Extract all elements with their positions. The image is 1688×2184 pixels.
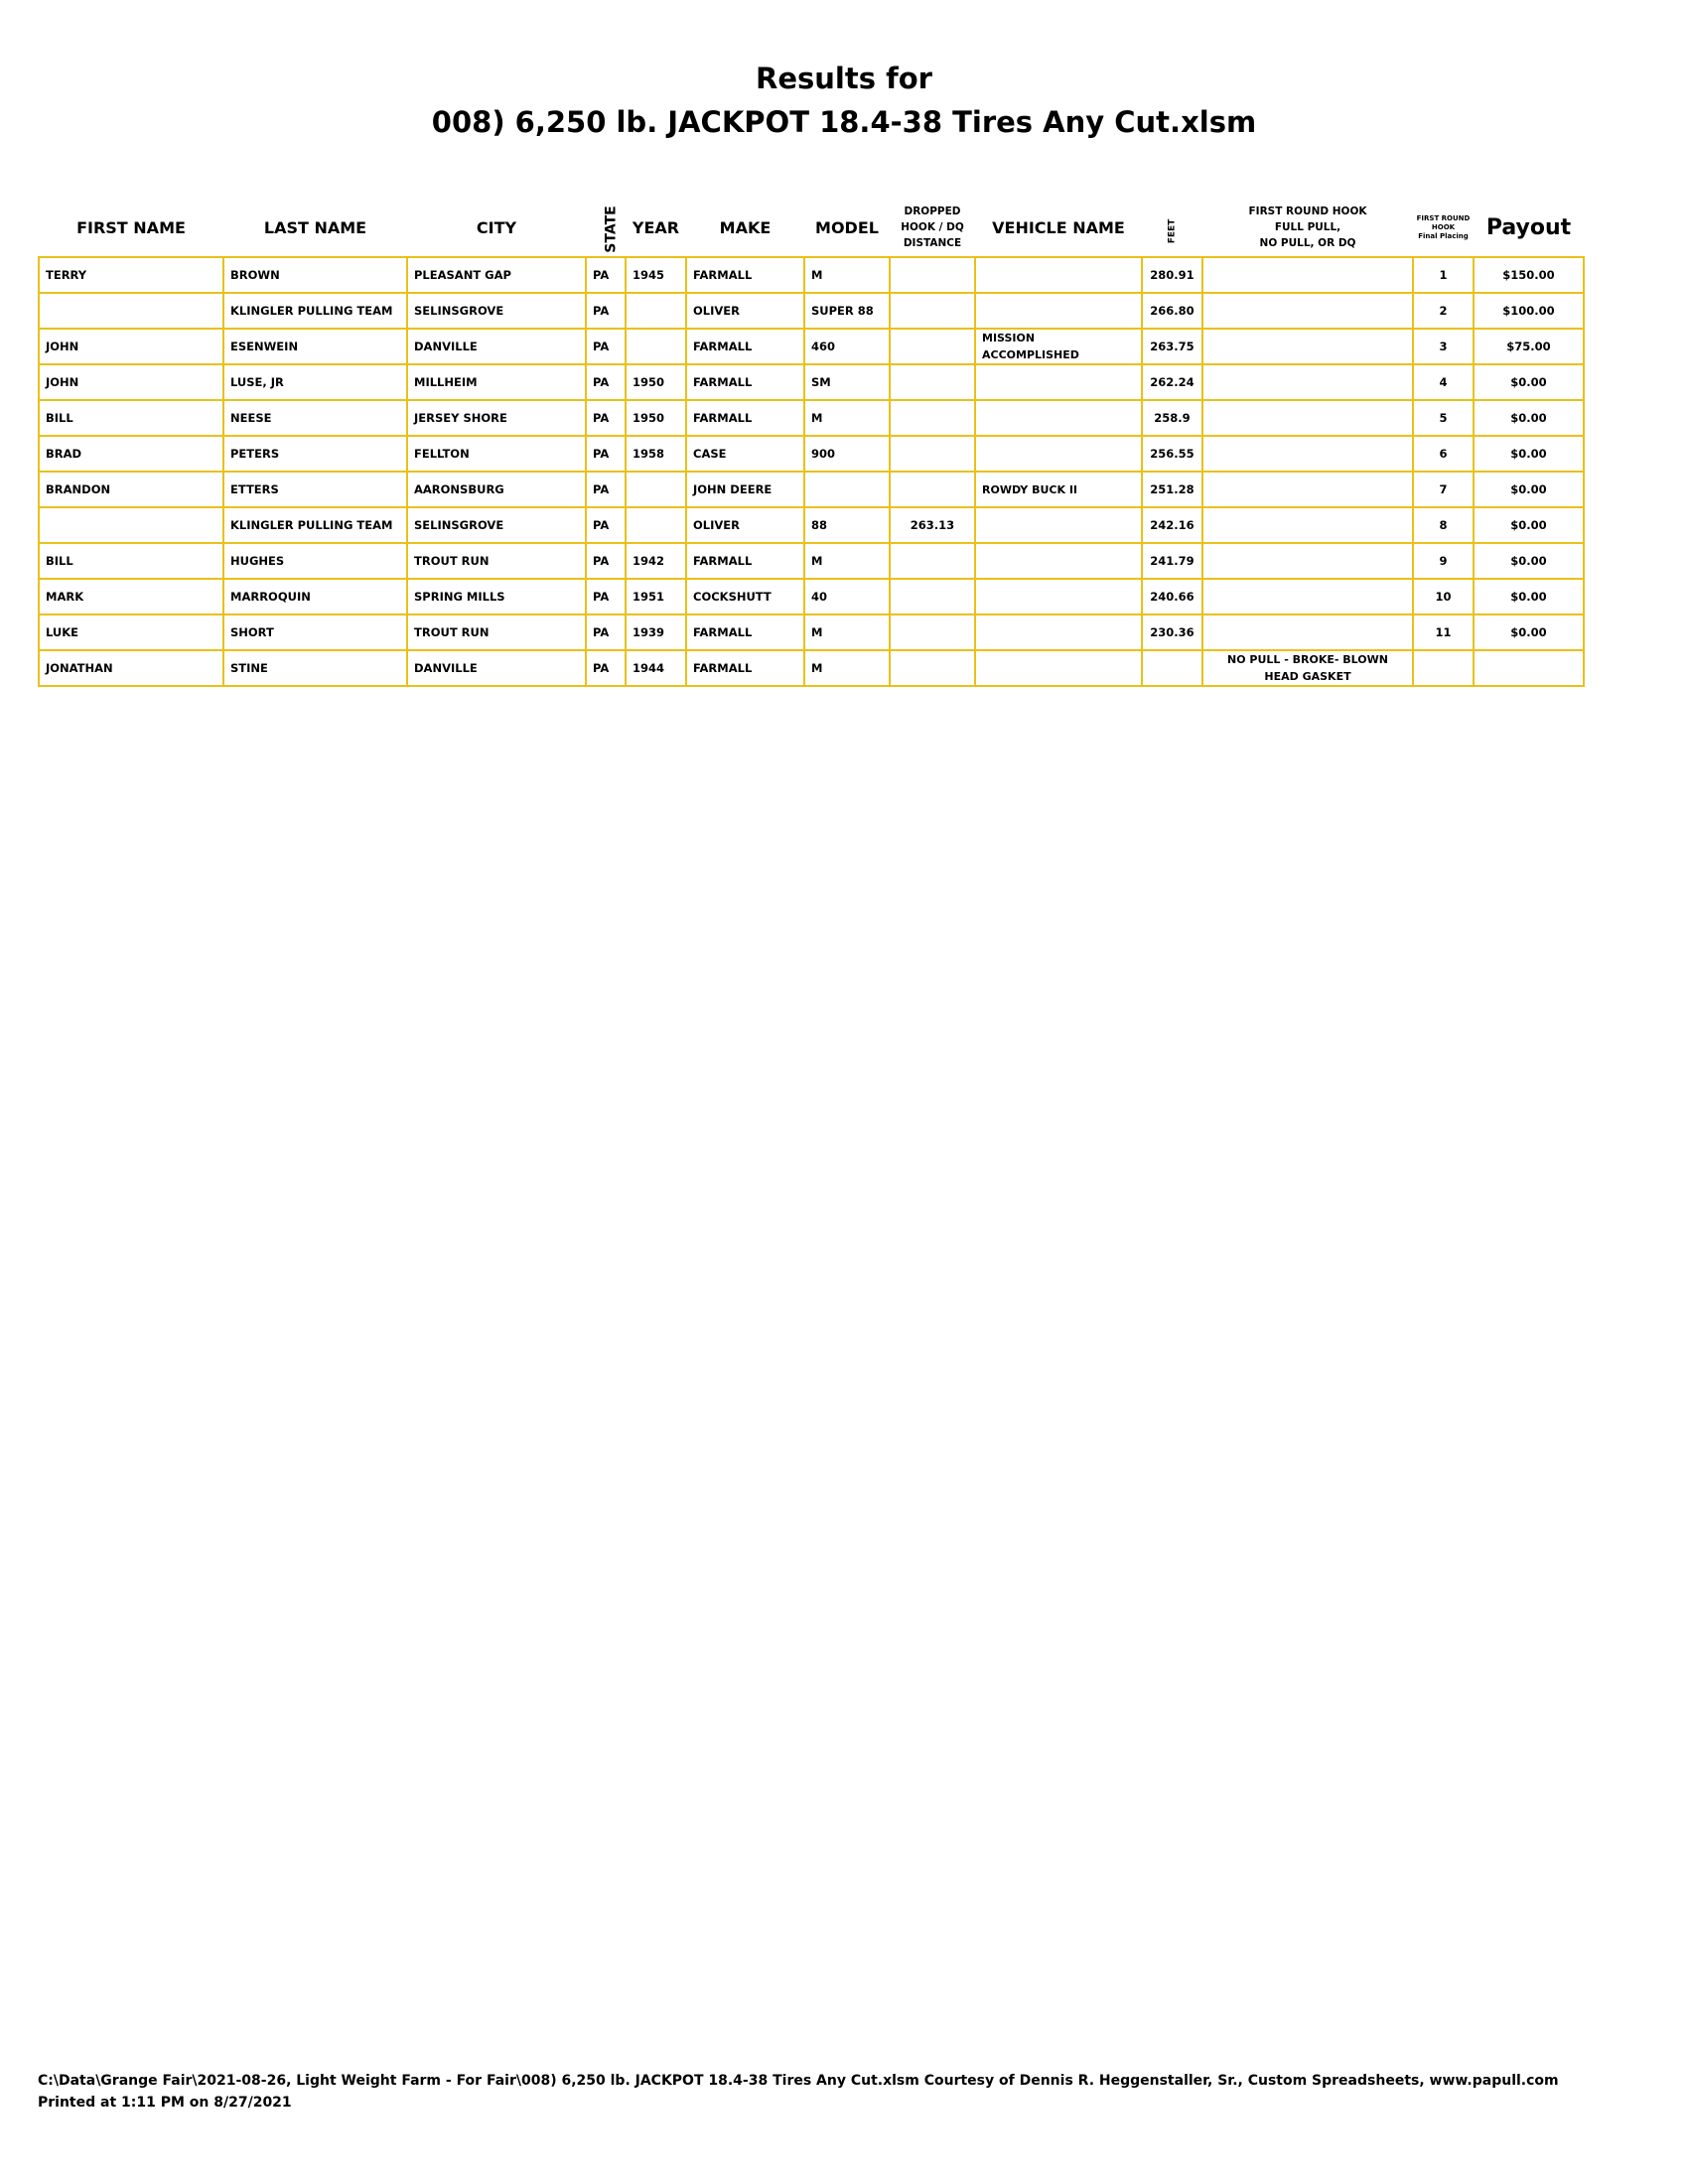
make-cell: JOHN DEERE [686, 472, 804, 507]
first-round-hook-cell [1202, 543, 1413, 579]
model-cell: M [804, 614, 890, 650]
header-row [39, 199, 1584, 257]
vehicle-name-cell [975, 364, 1142, 400]
payout-cell: $75.00 [1474, 329, 1584, 364]
state-cell: PA [586, 472, 626, 507]
make-cell: COCKSHUTT [686, 579, 804, 614]
make-cell: FARMALL [686, 329, 804, 364]
model-cell: 460 [804, 329, 890, 364]
first-name-cell: JONATHAN [39, 650, 223, 686]
col-vehicle-name: VEHICLE NAME [975, 199, 1142, 257]
city-cell: SELINSGROVE [407, 293, 586, 329]
feet-cell: 280.91 [1142, 257, 1202, 293]
state-cell: PA [586, 579, 626, 614]
payout-cell: $0.00 [1474, 400, 1584, 436]
make-cell: OLIVER [686, 293, 804, 329]
col-feet: FEET [1142, 199, 1202, 257]
footer-file-path: C:\Data\Grange Fair\2021-08-26, Light Weight Farm - For Fair\008) 6,250 lb. JACKPOT 18.4-38 Tires Any Cut.xlsm Courtesy of Dennis R. Heggenstaller, Sr., Custom Spreadsheets, www.papull.com [38, 2073, 1559, 2089]
year-cell: 1951 [626, 579, 686, 614]
final-placing-cell: 5 [1413, 400, 1474, 436]
city-cell: SELINSGROVE [407, 507, 586, 543]
make-cell: CASE [686, 436, 804, 472]
dropped-distance-cell [890, 400, 975, 436]
table-row [39, 257, 1584, 293]
city-cell: TROUT RUN [407, 543, 586, 579]
table-row [39, 614, 1584, 650]
model-cell: M [804, 650, 890, 686]
first-round-hook-cell [1202, 507, 1413, 543]
city-cell: JERSEY SHORE [407, 400, 586, 436]
final-placing-cell: 9 [1413, 543, 1474, 579]
results-table [38, 199, 1585, 687]
payout-cell: $100.00 [1474, 293, 1584, 329]
last-name-cell: BROWN [223, 257, 407, 293]
state-cell: PA [586, 400, 626, 436]
state-cell: PA [586, 329, 626, 364]
first-round-hook-cell [1202, 472, 1413, 507]
make-cell: FARMALL [686, 257, 804, 293]
vehicle-name-cell: MISSION ACCOMPLISHED [975, 329, 1142, 364]
dropped-distance-cell [890, 293, 975, 329]
last-name-cell: ETTERS [223, 472, 407, 507]
first-name-cell [39, 507, 223, 543]
payout-cell: $0.00 [1474, 436, 1584, 472]
state-cell: PA [586, 364, 626, 400]
make-cell: FARMALL [686, 400, 804, 436]
col-dropped-hook: DROPPED HOOK / DQ DISTANCE [890, 199, 975, 257]
feet-cell: 240.66 [1142, 579, 1202, 614]
feet-cell: 266.80 [1142, 293, 1202, 329]
table-row [39, 543, 1584, 579]
table-row [39, 507, 1584, 543]
model-cell: 40 [804, 579, 890, 614]
final-placing-cell: 2 [1413, 293, 1474, 329]
model-cell: M [804, 400, 890, 436]
make-cell: FARMALL [686, 614, 804, 650]
table-row [39, 472, 1584, 507]
city-cell: SPRING MILLS [407, 579, 586, 614]
col-first-round-hook: FIRST ROUND HOOK FULL PULL, NO PULL, OR DQ [1202, 199, 1413, 257]
event-title: 008) 6,250 lb. JACKPOT 18.4-38 Tires Any Cut.xlsm [431, 105, 1257, 139]
vehicle-name-cell [975, 436, 1142, 472]
dropped-distance-cell [890, 650, 975, 686]
city-cell: TROUT RUN [407, 614, 586, 650]
payout-cell: $0.00 [1474, 543, 1584, 579]
col-state: STATE [586, 199, 626, 257]
vehicle-name-cell [975, 650, 1142, 686]
first-name-cell: BRAD [39, 436, 223, 472]
final-placing-cell: 11 [1413, 614, 1474, 650]
final-placing-cell: 1 [1413, 257, 1474, 293]
final-placing-cell: 7 [1413, 472, 1474, 507]
payout-cell [1474, 650, 1584, 686]
first-round-hook-cell [1202, 436, 1413, 472]
first-name-cell: BRANDON [39, 472, 223, 507]
vehicle-name-cell [975, 293, 1142, 329]
dropped-distance-cell [890, 614, 975, 650]
first-name-cell: TERRY [39, 257, 223, 293]
first-round-hook-cell [1202, 257, 1413, 293]
first-round-hook-cell: NO PULL - BROKE- BLOWN HEAD GASKET [1202, 650, 1413, 686]
year-cell: 1950 [626, 364, 686, 400]
vehicle-name-cell [975, 257, 1142, 293]
dropped-distance-cell [890, 257, 975, 293]
table-row [39, 364, 1584, 400]
col-final-placing: FIRST ROUND HOOK Final Placing [1413, 199, 1474, 257]
make-cell: FARMALL [686, 543, 804, 579]
payout-cell: $0.00 [1474, 614, 1584, 650]
feet-cell [1142, 650, 1202, 686]
final-placing-cell: 6 [1413, 436, 1474, 472]
year-cell [626, 329, 686, 364]
col-payout: Payout [1474, 199, 1584, 257]
dropped-distance-cell [890, 364, 975, 400]
col-last-name: LAST NAME [223, 199, 407, 257]
table-row [39, 579, 1584, 614]
feet-cell: 262.24 [1142, 364, 1202, 400]
first-round-hook-cell [1202, 293, 1413, 329]
vehicle-name-cell [975, 579, 1142, 614]
final-placing-cell: 10 [1413, 579, 1474, 614]
first-name-cell [39, 293, 223, 329]
table-row [39, 293, 1584, 329]
last-name-cell: PETERS [223, 436, 407, 472]
state-cell: PA [586, 436, 626, 472]
last-name-cell: ESENWEIN [223, 329, 407, 364]
dropped-distance-cell: 263.13 [890, 507, 975, 543]
state-cell: PA [586, 543, 626, 579]
first-round-hook-cell [1202, 400, 1413, 436]
dropped-distance-cell [890, 436, 975, 472]
table-row [39, 400, 1584, 436]
model-cell: SM [804, 364, 890, 400]
feet-cell: 256.55 [1142, 436, 1202, 472]
state-cell: PA [586, 650, 626, 686]
make-cell: FARMALL [686, 364, 804, 400]
year-cell: 1950 [626, 400, 686, 436]
vehicle-name-cell [975, 614, 1142, 650]
model-cell: 900 [804, 436, 890, 472]
first-name-cell: BILL [39, 400, 223, 436]
state-cell: PA [586, 507, 626, 543]
last-name-cell: MARROQUIN [223, 579, 407, 614]
first-name-cell: BILL [39, 543, 223, 579]
last-name-cell: KLINGLER PULLING TEAM [223, 507, 407, 543]
payout-cell: $0.00 [1474, 507, 1584, 543]
col-city: CITY [407, 199, 586, 257]
vehicle-name-cell [975, 507, 1142, 543]
last-name-cell: STINE [223, 650, 407, 686]
table-row [39, 436, 1584, 472]
final-placing-cell: 8 [1413, 507, 1474, 543]
state-cell: PA [586, 257, 626, 293]
model-cell: 88 [804, 507, 890, 543]
year-cell: 1944 [626, 650, 686, 686]
vehicle-name-cell [975, 400, 1142, 436]
make-cell: OLIVER [686, 507, 804, 543]
dropped-distance-cell [890, 579, 975, 614]
year-cell: 1942 [626, 543, 686, 579]
page-title: Results for [756, 62, 932, 95]
first-name-cell: LUKE [39, 614, 223, 650]
payout-cell: $0.00 [1474, 472, 1584, 507]
model-cell [804, 472, 890, 507]
year-cell: 1939 [626, 614, 686, 650]
feet-cell: 241.79 [1142, 543, 1202, 579]
payout-cell: $0.00 [1474, 364, 1584, 400]
last-name-cell: HUGHES [223, 543, 407, 579]
model-cell: M [804, 543, 890, 579]
col-year: YEAR [626, 199, 686, 257]
city-cell: FELLTON [407, 436, 586, 472]
last-name-cell: LUSE, JR [223, 364, 407, 400]
col-model: MODEL [804, 199, 890, 257]
year-cell: 1958 [626, 436, 686, 472]
model-cell: M [804, 257, 890, 293]
state-cell: PA [586, 293, 626, 329]
col-first-name: FIRST NAME [39, 199, 223, 257]
final-placing-cell: 3 [1413, 329, 1474, 364]
vehicle-name-cell: ROWDY BUCK II [975, 472, 1142, 507]
first-round-hook-cell [1202, 329, 1413, 364]
dropped-distance-cell [890, 472, 975, 507]
make-cell: FARMALL [686, 650, 804, 686]
vehicle-name-cell [975, 543, 1142, 579]
last-name-cell: NEESE [223, 400, 407, 436]
feet-cell: 230.36 [1142, 614, 1202, 650]
first-round-hook-cell [1202, 614, 1413, 650]
city-cell: PLEASANT GAP [407, 257, 586, 293]
payout-cell: $0.00 [1474, 579, 1584, 614]
footer-printed-at: Printed at 1:11 PM on 8/27/2021 [38, 2095, 292, 2111]
table-row [39, 329, 1584, 364]
state-cell: PA [586, 614, 626, 650]
feet-cell: 263.75 [1142, 329, 1202, 364]
dropped-distance-cell [890, 329, 975, 364]
city-cell: MILLHEIM [407, 364, 586, 400]
first-round-hook-cell [1202, 364, 1413, 400]
col-make: MAKE [686, 199, 804, 257]
first-name-cell: MARK [39, 579, 223, 614]
feet-cell: 242.16 [1142, 507, 1202, 543]
dropped-distance-cell [890, 543, 975, 579]
first-name-cell: JOHN [39, 364, 223, 400]
year-cell [626, 507, 686, 543]
city-cell: AARONSBURG [407, 472, 586, 507]
last-name-cell: KLINGLER PULLING TEAM [223, 293, 407, 329]
last-name-cell: SHORT [223, 614, 407, 650]
first-round-hook-cell [1202, 579, 1413, 614]
model-cell: SUPER 88 [804, 293, 890, 329]
feet-cell: 251.28 [1142, 472, 1202, 507]
table-row [39, 650, 1584, 686]
feet-cell: 258.9 [1142, 400, 1202, 436]
final-placing-cell: 4 [1413, 364, 1474, 400]
year-cell [626, 472, 686, 507]
year-cell [626, 293, 686, 329]
city-cell: DANVILLE [407, 650, 586, 686]
first-name-cell: JOHN [39, 329, 223, 364]
payout-cell: $150.00 [1474, 257, 1584, 293]
final-placing-cell [1413, 650, 1474, 686]
year-cell: 1945 [626, 257, 686, 293]
city-cell: DANVILLE [407, 329, 586, 364]
